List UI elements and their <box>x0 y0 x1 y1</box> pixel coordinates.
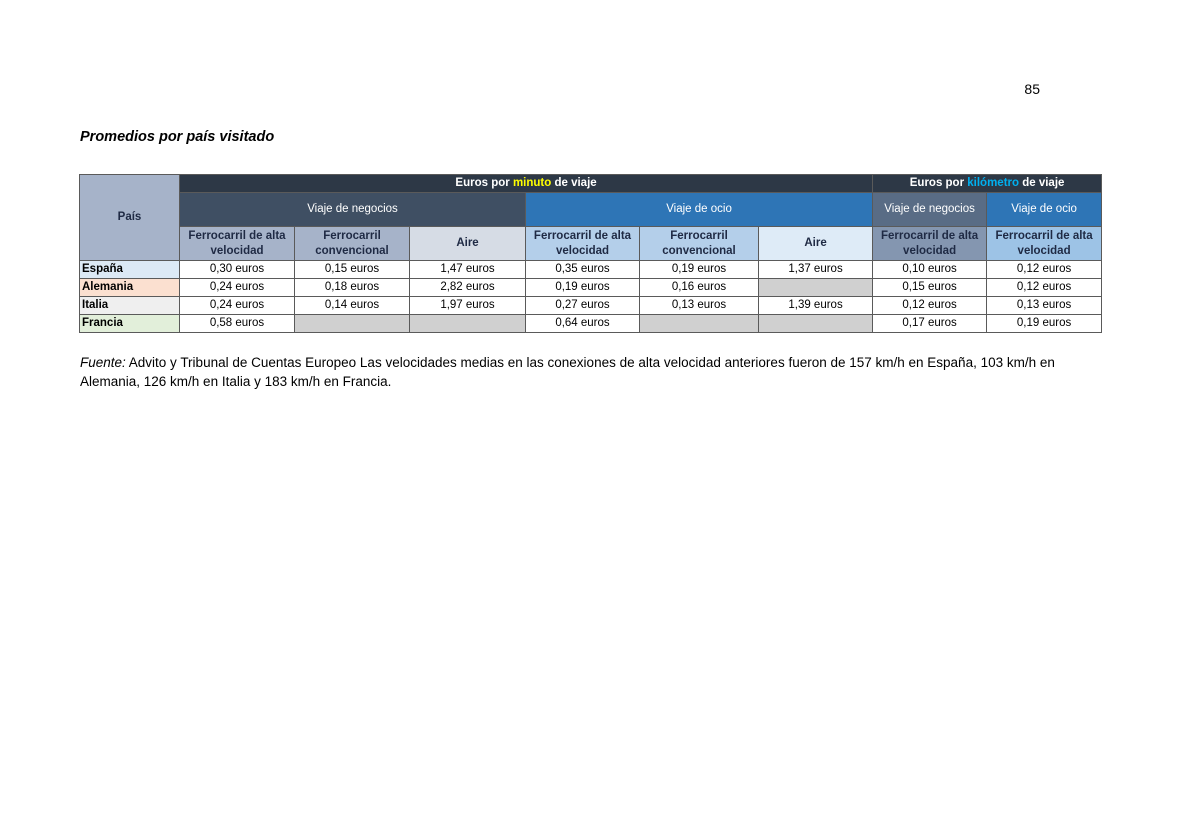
source-note <box>80 353 1105 391</box>
table-cell: 1,47 euros <box>410 261 526 279</box>
table-cell: 0,30 euros <box>180 261 295 279</box>
column-header: Aire <box>759 227 873 261</box>
header-km-negocios: Viaje de negocios <box>873 193 987 227</box>
table-cell: 0,12 euros <box>987 261 1102 279</box>
table-cell: 0,35 euros <box>526 261 640 279</box>
column-header: Ferrocarril de alta velocidad <box>180 227 295 261</box>
section-title: Promedios por país visitado <box>80 129 275 145</box>
table-cell: 0,13 euros <box>987 297 1102 315</box>
page-number: 85 <box>1024 81 1040 97</box>
column-header: Ferrocarril de alta velocidad <box>526 227 640 261</box>
table-cell: 0,15 euros <box>295 261 410 279</box>
table-cell: 0,19 euros <box>526 279 640 297</box>
column-header: Aire <box>410 227 526 261</box>
table-cell: 2,82 euros <box>410 279 526 297</box>
source-label: Fuente: <box>80 355 126 370</box>
header-km-ocio: Viaje de ocio <box>987 193 1102 227</box>
table-cell: 0,15 euros <box>873 279 987 297</box>
header-minuto-group: Euros por minuto de viaje <box>180 175 873 193</box>
column-header: Ferrocarril convencional <box>640 227 759 261</box>
header-minuto-negocios: Viaje de negocios <box>180 193 526 227</box>
header-pais: País <box>80 175 180 261</box>
table-cell: 0,16 euros <box>640 279 759 297</box>
row-country: Alemania <box>80 279 180 297</box>
source-text: Advito y Tribunal de Cuentas Europeo Las velocidades medias en las conexiones de alta velocidad anteriores fueron de 157 km/h en España, 103 km/h en Alemania, 126 km/h en Italia y 183 km/h en Francia. <box>80 355 1055 389</box>
data-table <box>79 174 1102 333</box>
table-row <box>80 297 1102 315</box>
header-km-group: Euros por kilómetro de viaje <box>873 175 1102 193</box>
table-cell: 1,97 euros <box>410 297 526 315</box>
header-minuto-ocio: Viaje de ocio <box>526 193 873 227</box>
row-country: Italia <box>80 297 180 315</box>
table-cell: 0,58 euros <box>180 315 295 333</box>
table-cell-empty <box>295 315 410 333</box>
table-cell-empty <box>410 315 526 333</box>
table-cell: 0,24 euros <box>180 297 295 315</box>
table-cell: 0,18 euros <box>295 279 410 297</box>
table-cell: 0,12 euros <box>987 279 1102 297</box>
table-cell: 0,24 euros <box>180 279 295 297</box>
row-country: España <box>80 261 180 279</box>
table-cell-empty <box>640 315 759 333</box>
table-row <box>80 261 1102 279</box>
table-cell: 0,27 euros <box>526 297 640 315</box>
table-cell: 1,37 euros <box>759 261 873 279</box>
table-cell: 0,14 euros <box>295 297 410 315</box>
table-cell: 0,17 euros <box>873 315 987 333</box>
table-cell: 0,10 euros <box>873 261 987 279</box>
table-cell-empty <box>759 315 873 333</box>
table-cell-empty <box>759 279 873 297</box>
table-row <box>80 279 1102 297</box>
column-header: Ferrocarril convencional <box>295 227 410 261</box>
table-cell: 0,19 euros <box>640 261 759 279</box>
table-cell: 0,64 euros <box>526 315 640 333</box>
table-row <box>80 315 1102 333</box>
table-cell: 1,39 euros <box>759 297 873 315</box>
table-cell: 0,12 euros <box>873 297 987 315</box>
column-header: Ferrocarril de alta velocidad <box>987 227 1102 261</box>
column-header: Ferrocarril de alta velocidad <box>873 227 987 261</box>
table-cell: 0,13 euros <box>640 297 759 315</box>
table-cell: 0,19 euros <box>987 315 1102 333</box>
row-country: Francia <box>80 315 180 333</box>
